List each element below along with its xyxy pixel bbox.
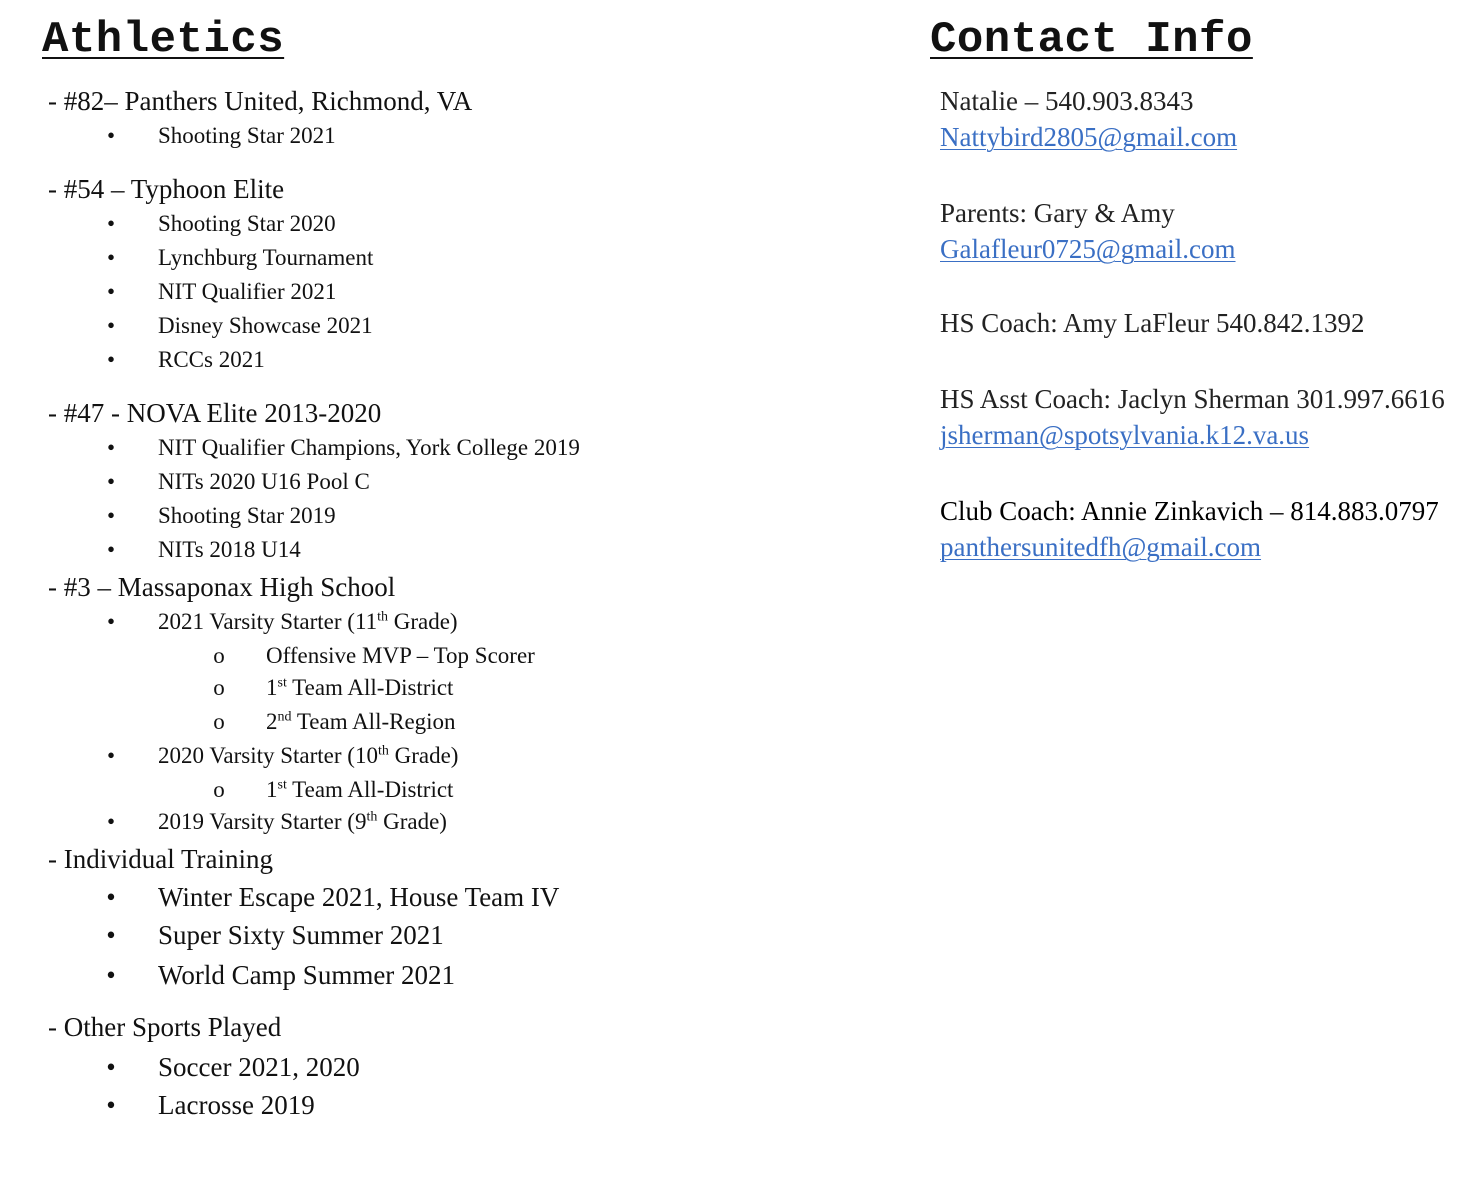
- parents-label: Parents: Gary & Amy: [940, 198, 1175, 228]
- bullet-icon: •: [106, 435, 116, 460]
- club-coach-info: Club Coach: Annie Zinkavich – 814.883.0797: [940, 496, 1439, 526]
- bullet-icon: •: [106, 279, 116, 304]
- bullet-icon: •: [106, 347, 116, 372]
- natalie-email-link[interactable]: Nattybird2805@gmail.com: [940, 122, 1238, 152]
- bullet-icon: •: [106, 245, 116, 270]
- contact-heading: Contact Info: [930, 15, 1253, 65]
- athletics-heading: Athletics: [42, 15, 285, 65]
- massaponax-title: - #3 – Massaponax High School: [48, 572, 396, 602]
- bullet-icon: •: [106, 920, 116, 950]
- nova-elite-title: - #47 - NOVA Elite 2013-2020: [48, 398, 382, 428]
- bullet-icon: •: [106, 537, 116, 562]
- bullet-icon: •: [106, 123, 116, 148]
- bullet-icon: •: [106, 1090, 116, 1120]
- bullet-icon: •: [106, 743, 116, 768]
- club-coach-email-link[interactable]: panthersunitedfh@gmail.com: [940, 532, 1262, 562]
- individual-training-title: - Individual Training: [48, 844, 274, 874]
- circle-bullet-icon: o: [213, 777, 225, 802]
- natalie-phone: Natalie – 540.903.8343: [940, 86, 1194, 116]
- panthers-united-title: - #82– Panthers United, Richmond, VA: [48, 86, 473, 116]
- bullet-icon: •: [106, 1052, 116, 1082]
- circle-bullet-icon: o: [213, 643, 225, 668]
- other-sports-title: - Other Sports Played: [48, 1012, 282, 1042]
- bullet-icon: •: [106, 882, 116, 912]
- bullet-icon: •: [106, 469, 116, 494]
- bullet-icon: •: [106, 609, 116, 634]
- asst-coach-info: HS Asst Coach: Jaclyn Sherman 301.997.6616: [940, 384, 1445, 414]
- bullet-icon: •: [106, 809, 116, 834]
- asst-coach-email-link[interactable]: jsherman@spotsylvania.k12.va.us: [940, 420, 1310, 450]
- typhoon-elite-title: - #54 – Typhoon Elite: [48, 174, 285, 204]
- bullet-icon: •: [106, 503, 116, 528]
- bullet-icon: •: [106, 211, 116, 236]
- bullet-icon: •: [106, 313, 116, 338]
- hs-coach-info: HS Coach: Amy LaFleur 540.842.1392: [940, 308, 1365, 338]
- bullet-icon: •: [106, 960, 116, 990]
- parents-email-link[interactable]: Galafleur0725@gmail.com: [940, 234, 1236, 264]
- circle-bullet-icon: o: [213, 675, 225, 700]
- circle-bullet-icon: o: [213, 709, 225, 734]
